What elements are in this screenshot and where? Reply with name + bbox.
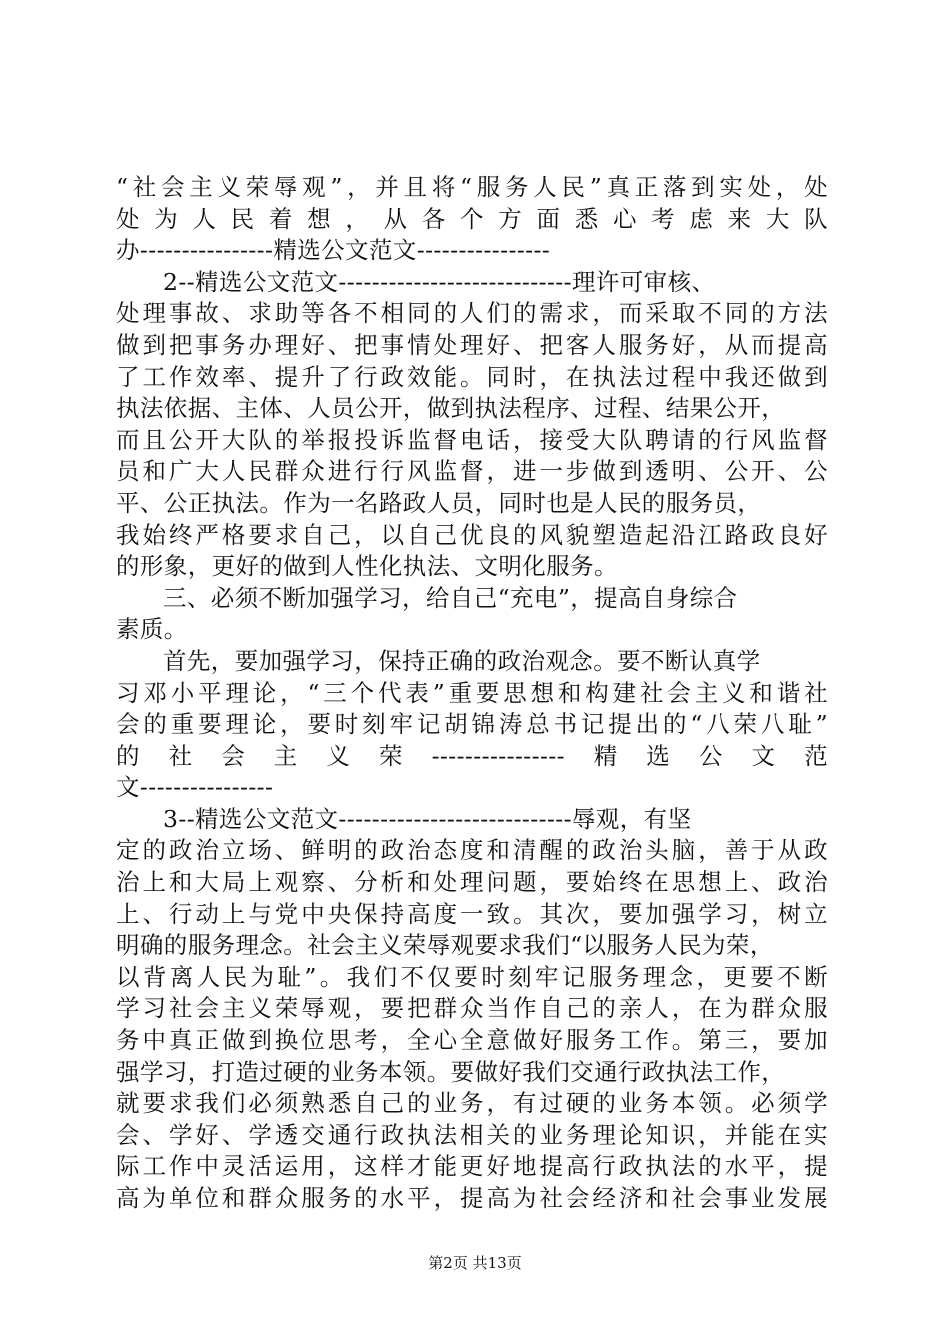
text-line: 务中真正做到换位思考，全心全意做好服务工作。第三，要加 <box>116 1026 828 1055</box>
text-line: 3--精选公文范文----------------------------辱观，有坚 <box>163 804 692 833</box>
text-line: 会的重要理论，要时刻牢记胡锦涛总书记提出的“八荣八耻” <box>116 710 828 739</box>
text-line: 处理事故、求助等各不相同的人们的需求，而采取不同的方法 <box>116 299 828 328</box>
text-line: 就要求我们必须熟悉自己的业务，有过硬的业务本领。必须学 <box>116 1089 828 1118</box>
text-line: 而且公开大队的举报投诉监督电话，接受大队聘请的行风监督 <box>116 425 828 454</box>
document-body <box>116 172 828 1215</box>
text-line: 三、必须不断加强学习，给自己“充电”，提高自身综合 <box>163 583 738 612</box>
text-line: 的形象，更好的做到人性化执法、文明化服务。 <box>116 552 618 581</box>
text-line: 定的政治立场、鲜明的政治态度和清醒的政治头脑，善于从政 <box>116 836 828 865</box>
text-line: 了工作效率、提升了行政效能。同时，在执法过程中我还做到 <box>116 362 828 391</box>
text-line: 上、行动上与党中央保持高度一致。其次，要加强学习，树立 <box>116 899 828 928</box>
text-line: 平、公正执法。作为一名路政人员，同时也是人民的服务员， <box>116 488 762 517</box>
text-line: 治上和大局上观察、分析和处理问题，要始终在思想上、政治 <box>116 868 828 897</box>
page-footer: 第2页 共13页 <box>428 1254 522 1272</box>
text-line: 执法依据、主体、人员公开，做到执法程序、过程、结果公开， <box>116 394 786 423</box>
text-line: 做到把事务办理好、把事情处理好、把客人服务好，从而提高 <box>116 330 828 359</box>
text-line: 2--精选公文范文----------------------------理许可审核、 <box>163 267 716 296</box>
text-line: 员和广大人民群众进行行风监督，进一步做到透明、公开、公 <box>116 457 828 486</box>
text-line: 学习社会主义荣辱观，要把群众当作自己的亲人，在为群众服 <box>116 994 828 1023</box>
text-line: 首先，要加强学习，保持正确的政治观念。要不断认真学 <box>163 646 761 675</box>
text-line: 我始终严格要求自己，以自己优良的风貌塑造起沿江路政良好 <box>116 520 828 549</box>
text-line: 以背离人民为耻”。我们不仅要时刻牢记服务理念，更要不断 <box>116 962 828 991</box>
text-line: 处为人民着想，从各个方面悉心考虑来大队 <box>116 204 828 233</box>
text-line: 强学习，打造过硬的业务本领。要做好我们交通行政执法工作， <box>116 1057 786 1086</box>
text-line: 际工作中灵活运用，这样才能更好地提高行政执法的水平，提 <box>116 1152 828 1181</box>
text-line: 的社会主义荣----------------精选公文范 <box>116 741 828 770</box>
text-line: 会、学好、学透交通行政执法相关的业务理论知识，并能在实 <box>116 1120 828 1149</box>
text-line: “社会主义荣辱观”，并且将“服务人民”真正落到实处，处 <box>116 173 828 201</box>
text-line: 办----------------精选公文范文---------------- <box>116 236 551 265</box>
text-line: 高为单位和群众服务的水平，提高为社会经济和社会事业发展 <box>116 1184 828 1212</box>
text-line: 文---------------- <box>116 773 274 802</box>
text-line: 明确的服务理念。社会主义荣辱观要求我们“以服务人民为荣， <box>116 931 774 960</box>
text-line: 习邓小平理论，“三个代表”重要思想和构建社会主义和谐社 <box>116 678 828 707</box>
text-line: 素质。 <box>116 615 188 644</box>
